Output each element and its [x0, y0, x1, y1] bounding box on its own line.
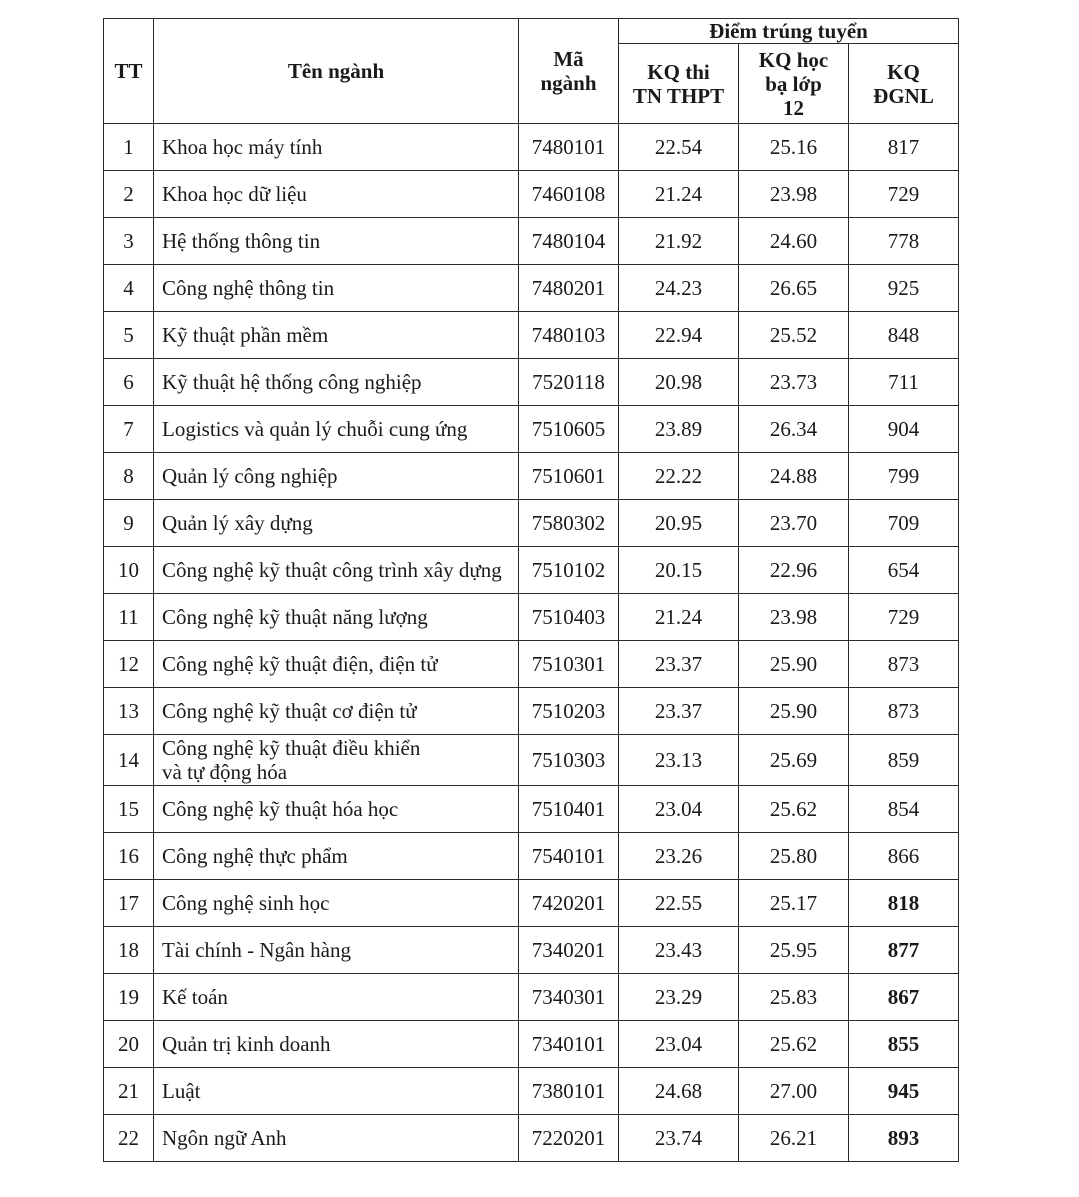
- major-code: 7510601: [519, 453, 619, 500]
- major-code: 7540101: [519, 833, 619, 880]
- score-hocba: 25.69: [739, 735, 849, 786]
- table-body: [104, 124, 959, 1162]
- row-number: 16: [104, 833, 154, 880]
- row-number: 20: [104, 1021, 154, 1068]
- score-thpt: 23.13: [619, 735, 739, 786]
- major-name: Ngôn ngữ Anh: [154, 1115, 519, 1162]
- table-row: [104, 218, 959, 265]
- major-name: Hệ thống thông tin: [154, 218, 519, 265]
- table-row: [104, 735, 959, 786]
- table-row: [104, 547, 959, 594]
- major-code: 7520118: [519, 359, 619, 406]
- header-kq-hocba: [739, 44, 849, 124]
- score-dgnl: 893: [849, 1115, 959, 1162]
- major-name: Logistics và quản lý chuỗi cung ứng: [154, 406, 519, 453]
- score-thpt: 20.98: [619, 359, 739, 406]
- major-name: Công nghệ sinh học: [154, 880, 519, 927]
- row-number: 21: [104, 1068, 154, 1115]
- major-code: 7510605: [519, 406, 619, 453]
- major-name: Khoa học máy tính: [154, 124, 519, 171]
- major-code: 7510303: [519, 735, 619, 786]
- major-name: Công nghệ thực phẩm: [154, 833, 519, 880]
- major-code: 7480101: [519, 124, 619, 171]
- major-code: 7510102: [519, 547, 619, 594]
- score-hocba: 23.98: [739, 594, 849, 641]
- major-name: Quản lý xây dựng: [154, 500, 519, 547]
- score-hocba: 25.83: [739, 974, 849, 1021]
- major-code: 7580302: [519, 500, 619, 547]
- header-ten-nganh: Tên ngành: [154, 19, 519, 124]
- admission-scores-table: [103, 18, 959, 1162]
- score-dgnl: 945: [849, 1068, 959, 1115]
- score-dgnl: 855: [849, 1021, 959, 1068]
- major-name-line: Công nghệ kỹ thuật điều khiển: [162, 736, 421, 760]
- row-number: 2: [104, 171, 154, 218]
- row-number: 19: [104, 974, 154, 1021]
- score-hocba: 25.16: [739, 124, 849, 171]
- score-dgnl: 866: [849, 833, 959, 880]
- score-thpt: 24.68: [619, 1068, 739, 1115]
- score-thpt: 24.23: [619, 265, 739, 312]
- score-dgnl: 654: [849, 547, 959, 594]
- major-code: 7510403: [519, 594, 619, 641]
- row-number: 9: [104, 500, 154, 547]
- score-thpt: 23.04: [619, 1021, 739, 1068]
- score-dgnl: 873: [849, 641, 959, 688]
- score-hocba: 23.73: [739, 359, 849, 406]
- major-code: 7420201: [519, 880, 619, 927]
- major-name: Quản trị kinh doanh: [154, 1021, 519, 1068]
- row-number: 4: [104, 265, 154, 312]
- table-row: [104, 688, 959, 735]
- score-thpt: 23.74: [619, 1115, 739, 1162]
- score-thpt: 23.37: [619, 688, 739, 735]
- score-hocba: 26.65: [739, 265, 849, 312]
- table-row: [104, 927, 959, 974]
- major-code: 7340301: [519, 974, 619, 1021]
- major-name: Kế toán: [154, 974, 519, 1021]
- score-hocba: 26.34: [739, 406, 849, 453]
- major-name: Kỹ thuật phần mềm: [154, 312, 519, 359]
- row-number: 7: [104, 406, 154, 453]
- score-thpt: 23.43: [619, 927, 739, 974]
- major-code: 7510301: [519, 641, 619, 688]
- table-row: [104, 1068, 959, 1115]
- major-name: Công nghệ kỹ thuật năng lượng: [154, 594, 519, 641]
- score-hocba: 25.95: [739, 927, 849, 974]
- table-row: [104, 171, 959, 218]
- major-name: Luật: [154, 1068, 519, 1115]
- header-kq-dgnl: [849, 44, 959, 124]
- score-dgnl: 729: [849, 171, 959, 218]
- row-number: 12: [104, 641, 154, 688]
- score-dgnl: 817: [849, 124, 959, 171]
- row-number: 22: [104, 1115, 154, 1162]
- score-thpt: 22.22: [619, 453, 739, 500]
- score-dgnl: 859: [849, 735, 959, 786]
- row-number: 1: [104, 124, 154, 171]
- score-thpt: 22.94: [619, 312, 739, 359]
- score-dgnl: 848: [849, 312, 959, 359]
- row-number: 18: [104, 927, 154, 974]
- table-row: [104, 265, 959, 312]
- score-dgnl: 778: [849, 218, 959, 265]
- major-name: [154, 735, 519, 786]
- major-name: Tài chính - Ngân hàng: [154, 927, 519, 974]
- score-dgnl: 709: [849, 500, 959, 547]
- row-number: 11: [104, 594, 154, 641]
- major-name: Khoa học dữ liệu: [154, 171, 519, 218]
- row-number: 14: [104, 735, 154, 786]
- header-kq-thpt-text: KQ thi TN THPT: [632, 59, 725, 108]
- table-row: [104, 312, 959, 359]
- table-row: [104, 833, 959, 880]
- score-hocba: 24.88: [739, 453, 849, 500]
- table-row: [104, 594, 959, 641]
- major-code: 7340201: [519, 927, 619, 974]
- major-code: 7460108: [519, 171, 619, 218]
- header-diem-trung-tuyen: Điểm trúng tuyển: [619, 19, 959, 44]
- major-code: 7480103: [519, 312, 619, 359]
- table-row: [104, 786, 959, 833]
- score-dgnl: 873: [849, 688, 959, 735]
- major-name: Công nghệ kỹ thuật điện, điện tử: [154, 641, 519, 688]
- score-thpt: 21.24: [619, 171, 739, 218]
- score-dgnl: 877: [849, 927, 959, 974]
- score-dgnl: 818: [849, 880, 959, 927]
- major-code: 7480201: [519, 265, 619, 312]
- table-row: [104, 880, 959, 927]
- score-dgnl: 854: [849, 786, 959, 833]
- major-name: Kỹ thuật hệ thống công nghiệp: [154, 359, 519, 406]
- score-thpt: 23.37: [619, 641, 739, 688]
- score-thpt: 23.04: [619, 786, 739, 833]
- table-row: [104, 500, 959, 547]
- score-hocba: 25.17: [739, 880, 849, 927]
- score-hocba: 26.21: [739, 1115, 849, 1162]
- score-thpt: 22.54: [619, 124, 739, 171]
- row-number: 6: [104, 359, 154, 406]
- row-number: 5: [104, 312, 154, 359]
- score-hocba: 25.80: [739, 833, 849, 880]
- table-row: [104, 1021, 959, 1068]
- score-hocba: 25.90: [739, 688, 849, 735]
- major-code: 7380101: [519, 1068, 619, 1115]
- header-ma-nganh-text: Mã ngành: [540, 47, 597, 95]
- major-name: Quản lý công nghiệp: [154, 453, 519, 500]
- score-thpt: 21.92: [619, 218, 739, 265]
- table-row: [104, 1115, 959, 1162]
- major-name: Công nghệ kỹ thuật cơ điện tử: [154, 688, 519, 735]
- header-kq-dgnl-text: KQ ĐGNL: [873, 59, 934, 108]
- header-ma-nganh: [519, 19, 619, 124]
- score-hocba: 23.70: [739, 500, 849, 547]
- table-row: [104, 974, 959, 1021]
- score-thpt: 20.95: [619, 500, 739, 547]
- score-thpt: 20.15: [619, 547, 739, 594]
- score-dgnl: 729: [849, 594, 959, 641]
- score-dgnl: 904: [849, 406, 959, 453]
- score-thpt: 21.24: [619, 594, 739, 641]
- score-thpt: 23.26: [619, 833, 739, 880]
- major-code: 7510203: [519, 688, 619, 735]
- score-hocba: 25.90: [739, 641, 849, 688]
- table-row: [104, 406, 959, 453]
- score-hocba: 25.52: [739, 312, 849, 359]
- header-kq-hocba-text: KQ học bạ lớp 12: [758, 47, 829, 120]
- row-number: 10: [104, 547, 154, 594]
- score-dgnl: 925: [849, 265, 959, 312]
- row-number: 8: [104, 453, 154, 500]
- score-thpt: 22.55: [619, 880, 739, 927]
- score-hocba: 25.62: [739, 1021, 849, 1068]
- row-number: 15: [104, 786, 154, 833]
- header-tt: TT: [104, 19, 154, 124]
- score-thpt: 23.89: [619, 406, 739, 453]
- table-row: [104, 453, 959, 500]
- major-code: 7480104: [519, 218, 619, 265]
- major-code: 7220201: [519, 1115, 619, 1162]
- major-code: 7510401: [519, 786, 619, 833]
- score-dgnl: 799: [849, 453, 959, 500]
- major-name: Công nghệ kỹ thuật hóa học: [154, 786, 519, 833]
- row-number: 3: [104, 218, 154, 265]
- score-dgnl: 867: [849, 974, 959, 1021]
- score-hocba: 22.96: [739, 547, 849, 594]
- score-hocba: 25.62: [739, 786, 849, 833]
- score-hocba: 24.60: [739, 218, 849, 265]
- row-number: 17: [104, 880, 154, 927]
- major-name: Công nghệ thông tin: [154, 265, 519, 312]
- score-dgnl: 711: [849, 359, 959, 406]
- major-code: 7340101: [519, 1021, 619, 1068]
- table-row: [104, 359, 959, 406]
- table-row: [104, 124, 959, 171]
- score-hocba: 27.00: [739, 1068, 849, 1115]
- table-row: [104, 641, 959, 688]
- score-thpt: 23.29: [619, 974, 739, 1021]
- header-kq-thpt: [619, 44, 739, 124]
- major-name: Công nghệ kỹ thuật công trình xây dựng: [154, 547, 519, 594]
- row-number: 13: [104, 688, 154, 735]
- score-hocba: 23.98: [739, 171, 849, 218]
- major-name-line: và tự động hóa: [162, 760, 288, 784]
